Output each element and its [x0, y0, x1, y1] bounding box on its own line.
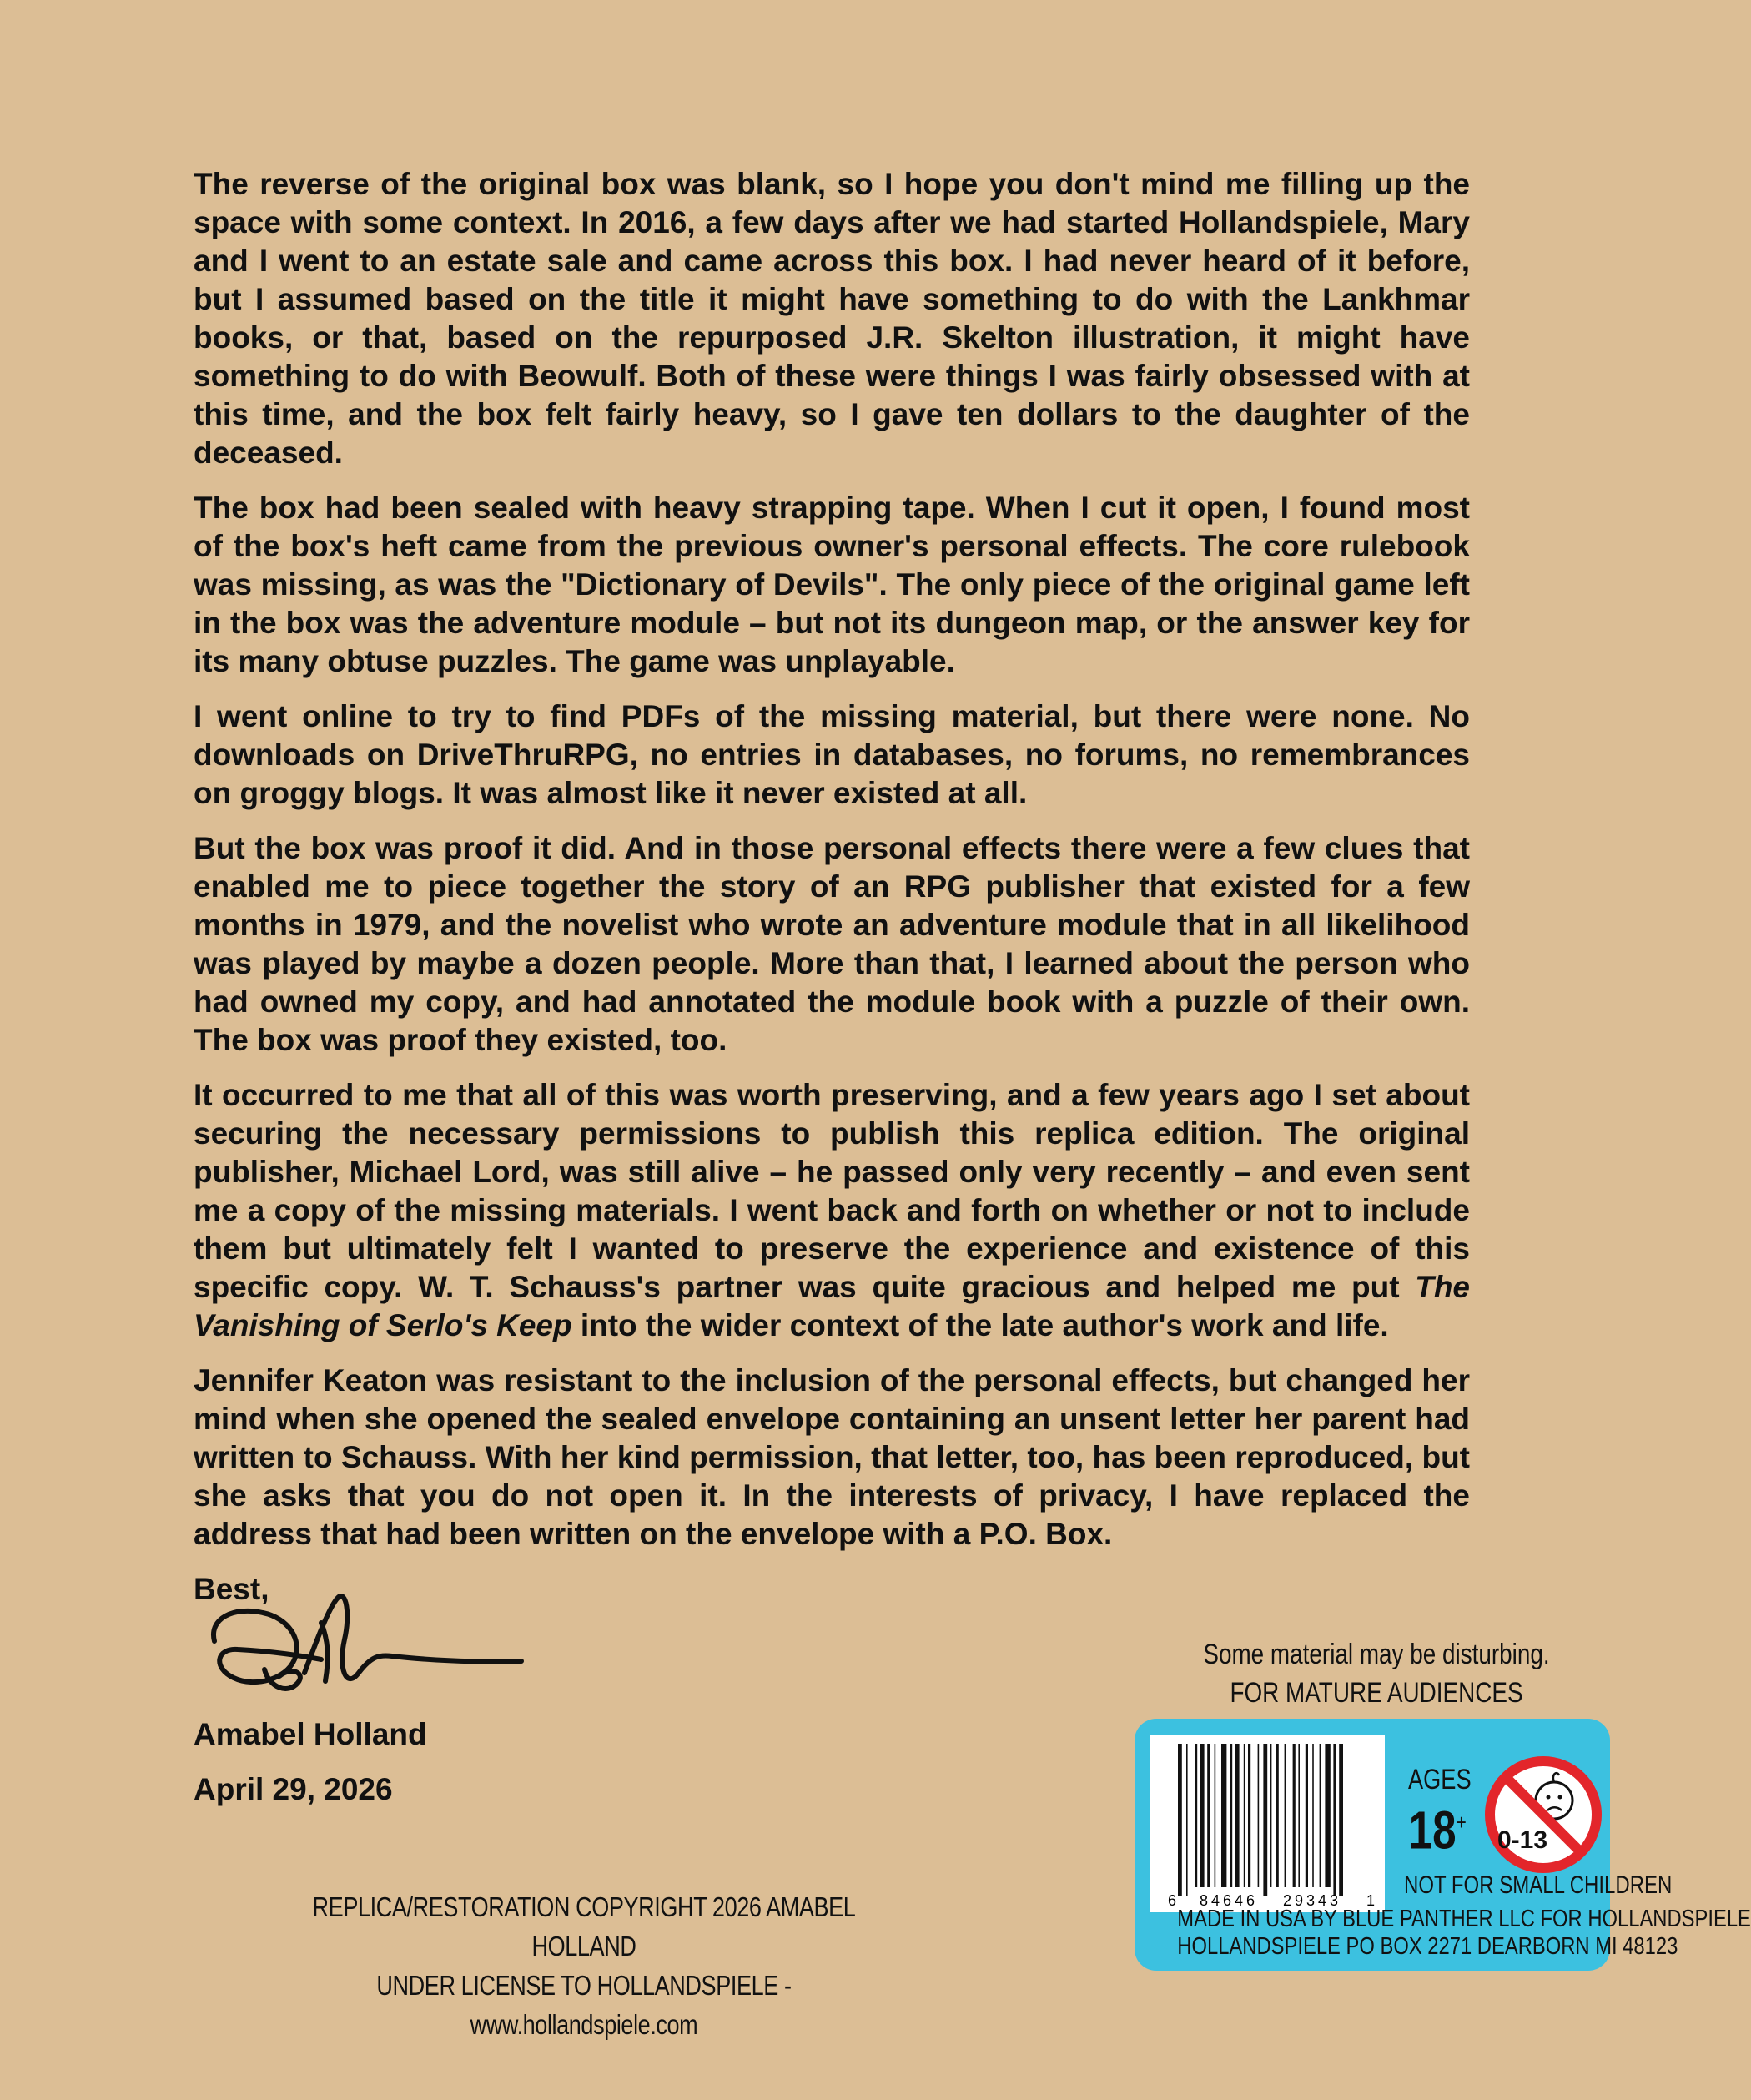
letter-date: April 29, 2026: [194, 1772, 393, 1806]
barcode-bar: [1293, 1744, 1296, 1887]
barcode-bar: [1248, 1744, 1250, 1887]
manufacturer-info: [1177, 1906, 1751, 1961]
barcode-bar: [1230, 1744, 1232, 1887]
letter-paragraph: [194, 1076, 1470, 1345]
ages-number: 18: [1408, 1800, 1457, 1861]
copyright-notice: [310, 1887, 858, 2044]
letter-paragraph: The reverse of the original box was blank, so I hope you don't mind me filling up the space with some context. In 2016, a few days after we had started Hollandspiele, Mary and I went to an estate sale and came across this box. I had never heard of it before, but I assumed based on the title it might have something to do with the Lankhmar books, or that, based on the repurposed J.R. Skelton illustration, it might have something to do with Beowulf. Both of these were things I was fairly obsessed with at this time, and the box felt fairly heavy, so I gave ten dollars to the daughter of the deceased.: [194, 167, 1470, 470]
barcode-bar: [1186, 1744, 1188, 1896]
not-for-small-children: NOT FOR SMALL CHILDREN: [1404, 1871, 1673, 1899]
age-rating: [1401, 1764, 1472, 1861]
product-label: [1135, 1719, 1751, 1971]
copyright-line: UNDER LICENSE TO HOLLANDSPIELE - www.hollandspiele.com: [376, 1970, 792, 2040]
letter-paragraph: I went online to try to find PDFs of the missing material, but there were none. No downloads on DriveThruRPG, no entries in databases, no forums, no remembrances on groggy blogs. It was almost like it never existed at all.: [194, 699, 1470, 810]
barcode-bar: [1333, 1744, 1336, 1896]
barcode-digit: 84646: [1200, 1892, 1259, 1909]
warning-line: FOR MATURE AUDIENCES: [1230, 1677, 1523, 1709]
barcode-bar: [1235, 1744, 1240, 1887]
barcode-bar: [1258, 1744, 1260, 1887]
barcode-digit: 29343: [1283, 1892, 1342, 1909]
barcode-bar: [1312, 1744, 1314, 1887]
barcode-digit: 6: [1168, 1892, 1177, 1909]
barcode-bar: [1325, 1744, 1330, 1887]
warning-line: Some material may be disturbing.: [1203, 1639, 1550, 1670]
barcode-bar: [1221, 1744, 1226, 1887]
restricted-age: 0-13: [1497, 1826, 1548, 1854]
barcode-bar: [1244, 1744, 1245, 1887]
barcode-bar: [1263, 1744, 1267, 1896]
barcode: [1150, 1735, 1385, 1912]
barcode-bar: [1306, 1744, 1308, 1887]
barcode-bar: [1270, 1744, 1272, 1887]
barcode-bar: [1200, 1744, 1205, 1887]
letter-paragraph: Jennifer Keaton was resistant to the inclusion of the personal effects, but changed her mind when she opened the sealed envelope containing an unsent letter her parent had written to Schauss. With her kind permission, that letter, too, has been reproduced, but she asks that you do not open it. In the interests of privacy, I have replaced the address that had been written on the envelope with a P.O. Box.: [194, 1363, 1470, 1551]
barcode-digit: 1: [1366, 1892, 1376, 1909]
barcode-bar: [1195, 1744, 1197, 1887]
barcode-bar: [1298, 1744, 1300, 1887]
letter-text: It occurred to me that all of this was worth preserving, and a few years ago I set about securing the necessary permissions to publish this replica edition. The original publisher, Michael Lord, was still alive – he passed only very recently – and even sent me a copy of the missing materials. I went back and forth on whether or not to include them but ultimately felt I wanted to preserve the experience and existence of this specific copy. W. T. Schauss's partner was quite gracious and helped me put: [194, 1078, 1470, 1304]
book-title: The Vanishing of Serlo's Keep: [194, 1270, 1470, 1342]
ages-value: [1408, 1795, 1467, 1861]
barcode-bar: [1215, 1744, 1216, 1887]
ages-suffix: +: [1456, 1810, 1467, 1835]
letter-text: into the wider context of the late author's work and life.: [571, 1308, 1389, 1342]
content-warning: [1199, 1635, 1554, 1712]
barcode-bar: [1339, 1744, 1343, 1896]
no-small-children-icon: [1481, 1735, 1606, 1894]
salutation: Best,: [194, 1572, 269, 1606]
barcode-bar: [1178, 1744, 1182, 1896]
letter-paragraph: The box had been sealed with heavy strapping tape. When I cut it open, I found most of the box's heft came from the previous owner's personal effects. The core rulebook was missing, as was the "Dictionary of Devils". The only piece of the original game left in the box was the adventure module – but not its dungeon map, or the answer key for its many obtuse puzzles. The game was unplayable.: [194, 491, 1470, 678]
barcode-bar: [1207, 1744, 1210, 1887]
barcode-bar: [1276, 1744, 1279, 1887]
barcode-bar: [1285, 1744, 1286, 1887]
ages-label: AGES: [1408, 1764, 1472, 1795]
letter-body: [194, 165, 1470, 1609]
signer-name: Amabel Holland: [194, 1717, 427, 1751]
manufacturer-line: MADE IN USA BY BLUE PANTHER LLC FOR HOLLANDSPIELE: [1177, 1906, 1751, 1932]
signature-image: [204, 1589, 530, 1706]
barcode-graphic: [1150, 1735, 1385, 1912]
manufacturer-line: HOLLANDSPIELE PO BOX 2271 DEARBORN MI 48123: [1177, 1933, 1678, 1960]
letter-paragraph: But the box was proof it did. And in those personal effects there were a few clues that enabled me to piece together the story of an RPG publisher that existed for a few months in 1979, and the novelist who wrote an adventure module that in all likelihood was played by maybe a dozen people. More than that, I learned about the person who had owned my copy, and had annotated the module book with a puzzle of their own. The box was proof they existed, too.: [194, 831, 1470, 1057]
copyright-line: REPLICA/RESTORATION COPYRIGHT 2026 AMABEL HOLLAND: [312, 1891, 856, 1962]
barcode-bar: [1320, 1744, 1321, 1887]
